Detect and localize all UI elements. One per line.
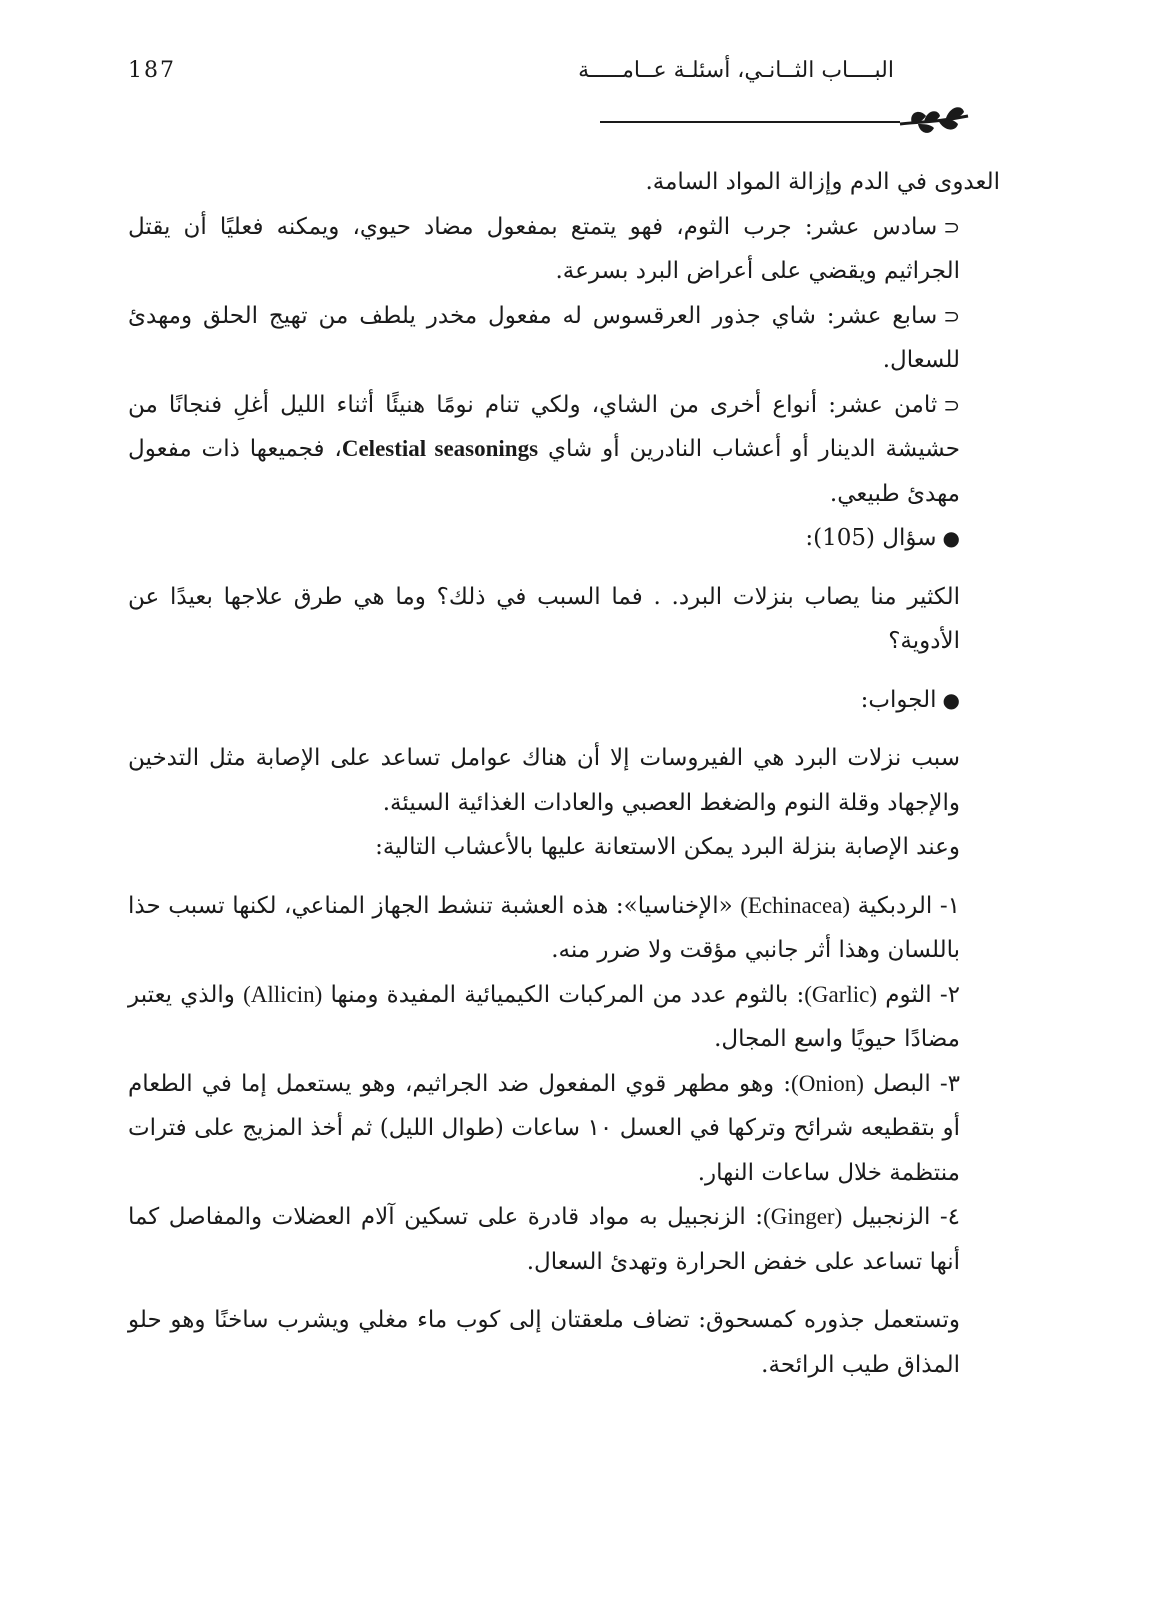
herb-description: : بالثوم عدد من المركبات الكيميائية المفيدة ومنها [330, 981, 805, 1008]
paragraph-text: ثامن عشر: أنواع أخرى من الشاي، ولكي تنام نومًا هنيئًا أثناء الليل أغلِ فنجانًا من حشيشة الدينار أو أعشاب النادرين أو شاي [128, 391, 960, 462]
page-number: 187 [128, 58, 176, 83]
paragraph-text: سادس عشر: جرب الثوم، فهو يتمتع بمفعول مضاد حيوي، ويمكنه فعليًا أن يقتل الجراثيم ويقضي على أعراض البرد بسرعة. [128, 213, 960, 284]
question-label-text: سؤال (105): [805, 525, 937, 551]
answer-paragraph: سبب نزلات البرد هي الفيروسات إلا أن هناك عوامل تساعد على الإصابة مثل التدخين والإجهاد وقلة النوم والضغط العصبي والعادات الغذائية السيئة. [128, 745, 960, 816]
spacer [128, 722, 1000, 736]
page-header [128, 58, 1024, 98]
page-body [128, 160, 1000, 1387]
apple-icon: ● [942, 526, 960, 550]
latin-term: Celestial seasonings [341, 436, 539, 461]
question-label [128, 516, 1000, 561]
herb-name: ١- الردبكية [857, 892, 960, 919]
paragraph-text: ، فجميعها ذات مفعول مهدئ طبيعي. [128, 436, 960, 507]
spacer [128, 664, 1000, 678]
spacer [128, 1284, 1000, 1298]
arc-marker-icon: ⊂ [943, 392, 960, 417]
herb-description: «الإخناسيا»: هذه العشبة تنشط الجهاز المناعي، لكنها تسبب حذا باللسان وهذا أثر جانبي مؤقت ولا ضرر منه. [128, 892, 960, 963]
running-title: البــــاب الثــانـي، أسئلـة عــامـــــة [578, 58, 894, 83]
herb-name: ٢- الثوم [885, 981, 961, 1008]
herb-description: : وهو مطهر قوي المفعول ضد الجراثيم، وهو يستعمل إما في الطعام أو بتقطيعه شرائح وتركها في العسل ١٠ ساعات (طوال الليل) ثم أخذ المزيج على فترات منتظمة خلال ساعات النهار. [128, 1070, 960, 1186]
paragraph-item-17 [128, 294, 1000, 383]
header-rule [600, 121, 900, 123]
paragraph: العدوى في الدم وإزالة المواد السامة. [645, 169, 1000, 195]
arc-marker-icon: ⊂ [943, 303, 960, 328]
arc-marker-icon: ⊂ [943, 214, 960, 239]
closing-paragraph: وتستعمل جذوره كمسحوق: تضاف ملعقتان إلى كوب ماء مغلي ويشرب ساخنًا وهو حلو المذاق طيب الرائحة. [128, 1307, 960, 1378]
herb-item-3 [128, 1062, 1000, 1196]
herb-name: ٣- البصل [873, 1070, 960, 1097]
herb-item-4 [128, 1195, 1000, 1284]
answer-label [128, 678, 1000, 723]
leaf-ornament-icon [898, 102, 970, 142]
herb-description: والذي يعتبر مضادًا حيويًا واسع المجال. [128, 981, 960, 1052]
herb-description: : الزنجبيل به مواد قادرة على تسكين آلام العضلات والمفاصل كما أنها تساعد على خفض الحرارة وتهدئ السعال. [128, 1204, 960, 1275]
latin-term: (Allicin) [243, 981, 323, 1007]
herb-item-2 [128, 973, 1000, 1062]
latin-term: (Echinacea) [740, 892, 851, 918]
answer-label-text: الجواب: [860, 686, 937, 713]
latin-term: (Ginger) [763, 1204, 843, 1229]
apple-icon: ● [942, 687, 960, 712]
herb-item-1 [128, 884, 1000, 973]
herb-name: ٤- الزنجبيل [851, 1204, 961, 1230]
latin-term: (Garlic) [804, 981, 878, 1007]
paragraph-item-16 [128, 205, 1000, 294]
latin-term: (Onion) [791, 1070, 864, 1096]
spacer [128, 561, 1000, 575]
paragraph-text: سابع عشر: شاي جذور العرقسوس له مفعول مخدر يلطف من تهيج الحلق ومهدئ للسعال. [128, 302, 960, 373]
paragraph-item-18 [128, 383, 1000, 517]
answer-paragraph: وعند الإصابة بنزلة البرد يمكن الاستعانة عليها بالأعشاب التالية: [375, 834, 960, 860]
spacer [128, 870, 1000, 884]
question-text: الكثير منا يصاب بنزلات البرد. . فما السبب في ذلك؟ وما هي طرق علاجها بعيدًا عن الأدوية؟ [128, 583, 960, 654]
